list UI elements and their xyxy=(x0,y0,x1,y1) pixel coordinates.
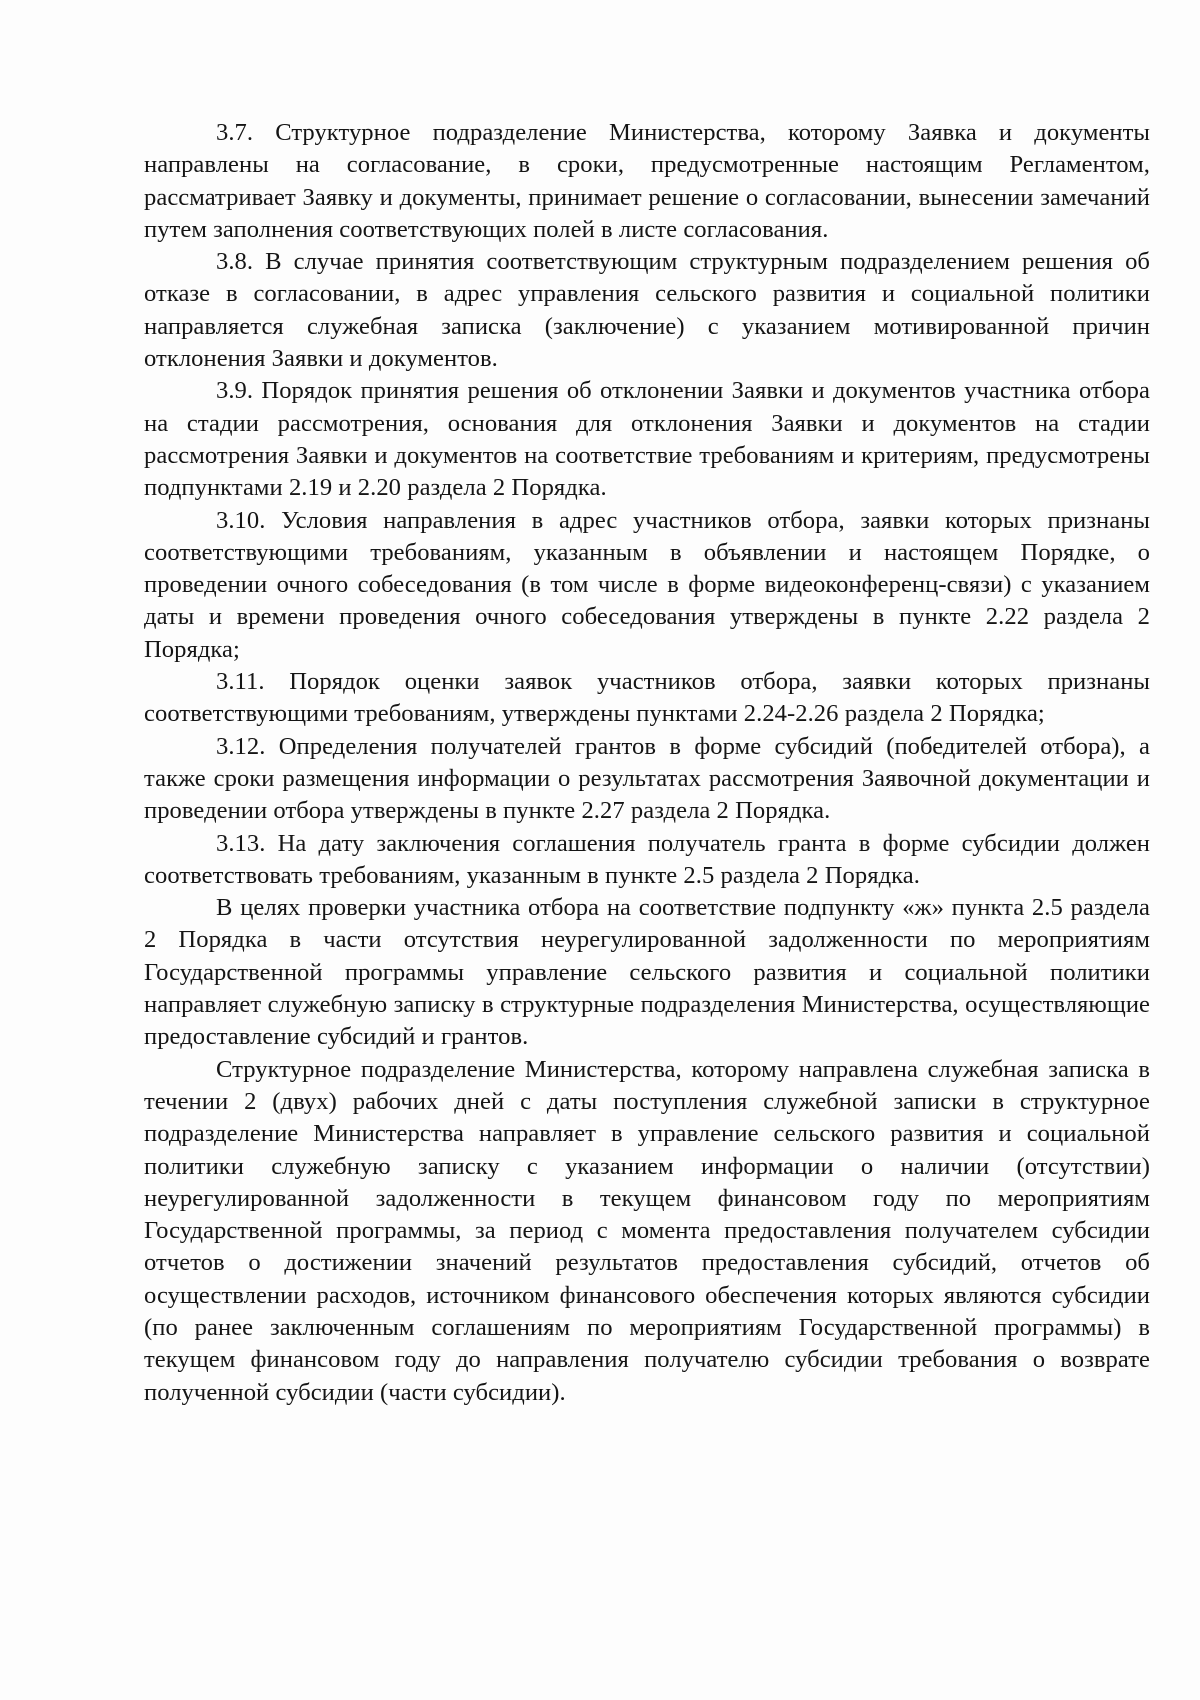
paragraph-3-7: 3.7. Структурное подразделение Министерства, которому Заявка и документы направлены на согласование, в сроки, предусмотренные настоящим Регламентом, рассматривает Заявку и документы, принимает решение о согласовании, вынесении замечаний путем заполнения соответствующих полей в листе согласования. xyxy=(144,119,1150,243)
paragraph-debt-check: В целях проверки участника отбора на соответствие подпункту «ж» пункта 2.5 раздела 2 Порядка в части отсутствия неурегулированной задолженности по мероприятиям Государственной программы управление сельского развития и социальной политики направляет служебную записку в структурные подразделения Министерства, осуществляющие предоставление субсидий и грантов. xyxy=(144,894,1150,1051)
paragraph-3-9: 3.9. Порядок принятия решения об отклонении Заявки и документов участника отбора на стадии рассмотрения, основания для отклонения Заявки и документов на стадии рассмотрения Заявки и документов на соответствие требованиям и критериям, предусмотрены подпунктами 2.19 и 2.20 раздела 2 Порядка. xyxy=(144,377,1150,502)
paragraph-3-11: 3.11. Порядок оценки заявок участников отбора, заявки которых признаны соответствующими требованиям, утверждены пунктами 2.24-2.26 раздела 2 Порядка; xyxy=(144,668,1150,728)
paragraph-structural-unit-memo: Структурное подразделение Министерства, которому направлена служебная записка в течении 2 (двух) рабочих дней с даты поступления служебной записки в структурное подразделение Министерства направляет в управление сельского развития и социальной политики служебную записку с указанием информации о наличии (отсутствии) неурегулированной задолженности в текущем финансовом году по мероприятиям Государственной программы, за период с момента предоставления получателем субсидии отчетов о достижении значений результатов предоставления субсидий, отчетов об осуществлении расходов, источником финансового обеспечения которых являются субсидии (по ранее заключенным соглашениям по мероприятиям Государственной программы) в текущем финансовом году до направления получателю субсидии требования о возврате полученной субсидии (части субсидии). xyxy=(144,1055,1150,1406)
paragraph-3-8: 3.8. В случае принятия соответствующим структурным подразделением решения об отказе в согласовании, в адрес управления сельского развития и социальной политики направляется служебная записка (заключение) с указанием мотивированной причин отклонения Заявки и документов. xyxy=(144,248,1150,373)
document-body xyxy=(144,117,1150,1409)
paragraph-3-10: 3.10. Условия направления в адрес участников отбора, заявки которых признаны соответствующими требованиям, указанным в объявлении и настоящем Порядке, о проведении очного собеседования (в том числе в форме видеоконференц-связи) с указанием даты и времени проведения очного собеседования утверждены в пункте 2.22 раздела 2 Порядка; xyxy=(144,506,1150,663)
paragraph-3-13: 3.13. На дату заключения соглашения получатель гранта в форме субсидии должен соответствовать требованиям, указанным в пункте 2.5 раздела 2 Порядка. xyxy=(144,829,1150,889)
paragraph-3-12: 3.12. Определения получателей грантов в форме субсидий (победителей отбора), а также сроки размещения информации о результатах рассмотрения Заявочной документации и проведении отбора утверждены в пункте 2.27 раздела 2 Порядка. xyxy=(144,732,1150,825)
